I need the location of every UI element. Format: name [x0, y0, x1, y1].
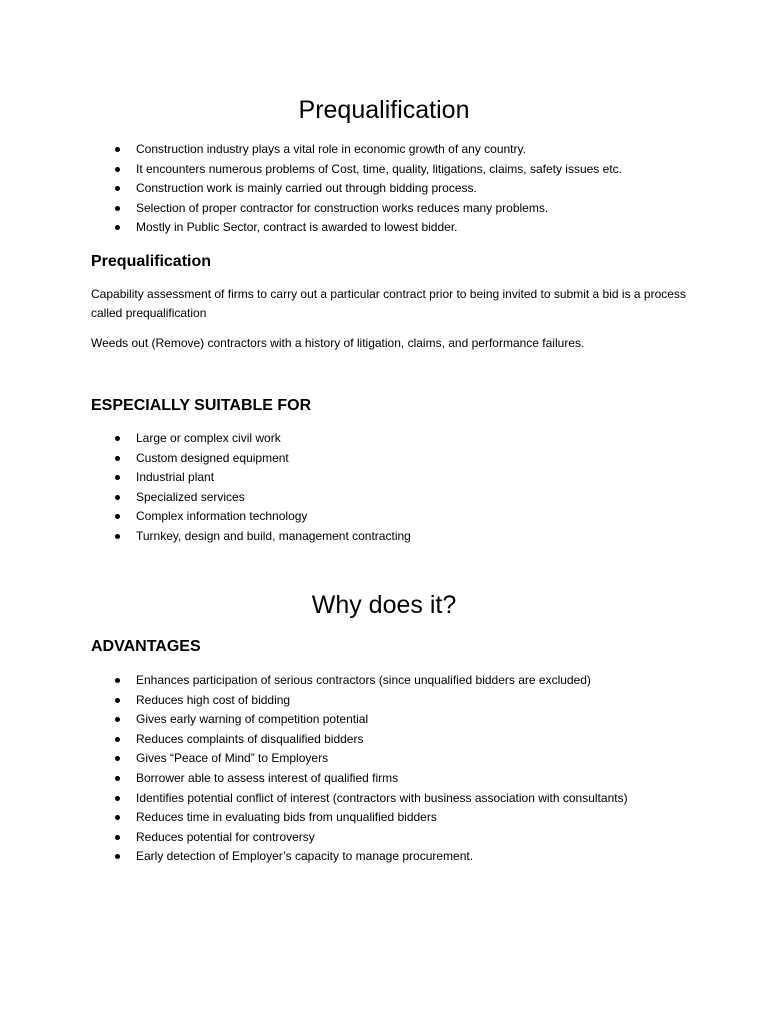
list-item [0, 749, 628, 769]
list-item [0, 828, 628, 848]
list-item-text: Large or complex civil work [136, 431, 281, 445]
bullet-icon [115, 147, 120, 152]
list-item-text: Gives early warning of competition potential [136, 712, 369, 727]
bullet-icon [115, 835, 120, 840]
section-heading-especially-suitable: ESPECIALLY SUITABLE FOR [91, 397, 312, 414]
list-item [0, 710, 628, 730]
list-item-text: Identifies potential conflict of interest (contractors with business association with consultants) [136, 790, 628, 805]
list-item [0, 160, 622, 180]
list-item [0, 691, 628, 711]
page-title-why-does-it: Why does it? [311, 591, 457, 619]
list-item-text: Borrower able to assess interest of qualified firms [136, 770, 399, 785]
bullet-icon [115, 225, 120, 230]
bullet-icon [115, 206, 120, 211]
list-item-text: Mostly in Public Sector, contract is awarded to lowest bidder. [136, 220, 458, 235]
list-item-text: Reduces complaints of disqualified bidders [136, 731, 364, 746]
list-item [0, 488, 411, 508]
list-item [0, 671, 628, 691]
list-item [0, 429, 411, 449]
list-item [0, 449, 411, 469]
bullet-icon [115, 717, 120, 722]
list-item-text: Custom designed equipment [136, 450, 289, 465]
suitable-bullet-list [0, 429, 411, 547]
bullet-icon [115, 475, 120, 480]
definition-paragraph: Capability assessment of firms to carry out a particular contract prior to being invited to submit a bid is a process called prequalification [91, 287, 686, 320]
section-heading-advantages: ADVANTAGES [91, 638, 201, 655]
list-item [0, 527, 411, 547]
intro-bullet-list [0, 140, 622, 238]
list-item-text: Early detection of Employer’s capacity to manage procurement. [136, 849, 474, 864]
bullet-icon [115, 534, 120, 539]
list-item-text: Construction industry plays a vital role in economic growth of any country. [136, 142, 526, 156]
bullet-icon [115, 186, 120, 191]
list-item [0, 769, 628, 789]
list-item-text: Gives “Peace of Mind” to Employers [136, 751, 329, 766]
bullet-icon [115, 796, 120, 801]
list-item-text: Turnkey, design and build, management contracting [136, 528, 411, 543]
list-item [0, 808, 628, 828]
bullet-icon [115, 167, 120, 172]
list-item [0, 507, 411, 527]
list-item-text: Construction work is mainly carried out through bidding process. [136, 181, 477, 196]
list-item-text: It encounters numerous problems of Cost, time, quality, litigations, claims, safety issues etc. [136, 161, 622, 176]
page-title-prequalification: Prequalification [298, 96, 470, 124]
bullet-icon [115, 436, 120, 441]
list-item-text: Enhances participation of serious contractors (since unqualified bidders are excluded) [136, 673, 591, 687]
bullet-icon [115, 456, 120, 461]
list-item-text: Specialized services [136, 489, 245, 504]
list-item [0, 847, 628, 867]
list-item [0, 199, 622, 219]
list-item-text: Reduces time in evaluating bids from unqualified bidders [136, 810, 437, 825]
bullet-icon [115, 737, 120, 742]
weeds-out-paragraph: Weeds out (Remove) contractors with a history of litigation, claims, and performance failures. [91, 336, 585, 350]
list-item [0, 789, 628, 809]
list-item [0, 730, 628, 750]
bullet-icon [115, 854, 120, 859]
bullet-icon [115, 514, 120, 519]
list-item-text: Complex information technology [136, 509, 308, 524]
bullet-icon [115, 776, 120, 781]
list-item-text: Reduces potential for controversy [136, 829, 315, 844]
section-heading-prequalification: Prequalification [91, 253, 212, 270]
bullet-icon [115, 815, 120, 820]
list-item [0, 468, 411, 488]
bullet-icon [115, 698, 120, 703]
list-item [0, 218, 622, 238]
bullet-icon [115, 756, 120, 761]
list-item-text: Industrial plant [136, 470, 215, 485]
list-item-text: Selection of proper contractor for construction works reduces many problems. [136, 200, 549, 215]
list-item-text: Reduces high cost of bidding [136, 692, 291, 707]
bullet-icon [115, 495, 120, 500]
bullet-icon [115, 678, 120, 683]
list-item [0, 140, 622, 160]
advantages-bullet-list [0, 671, 628, 867]
list-item [0, 179, 622, 199]
